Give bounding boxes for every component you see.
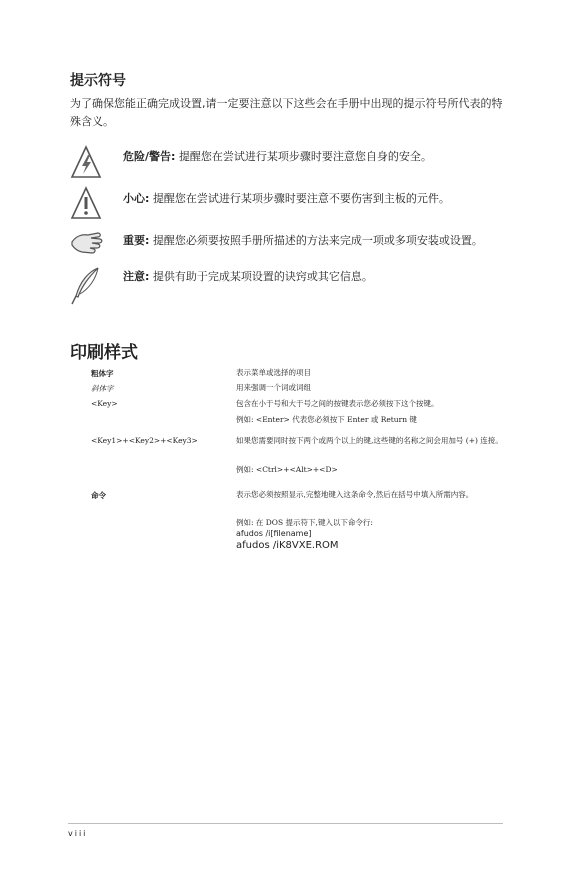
section-title-notices: 提示符号 [70,73,126,89]
caution-exclamation-icon [70,186,102,218]
typo-command-line-1: afudos /i[filename] [236,529,312,538]
typo-desc-italic: 用来强调一个词或词组 [236,383,311,392]
typo-term-italic: 斜体字 [91,384,114,393]
notice-note [123,270,373,284]
typo-term-command: 命令 [91,491,106,500]
typo-desc-key: 包含在小于号和大于号之间的按键表示您必须按下这个按键。 [236,399,439,408]
note-feather-icon [70,266,102,298]
typo-desc-keycombo: 如果您需要同时按下两个或两个以上的键,这些键的名称之间会用加号 (+) 连接。 [236,436,503,445]
notice-caution-text: 提醒您在尝试进行某项步骤时要注意不要伤害到主板的元件。 [149,192,450,205]
typo-desc-command: 表示您必须按照显示,完整地键入这条命令,然后在括号中填入所需内容。 [236,490,474,499]
notice-note-term: 注意: [123,270,150,283]
typo-desc-bold: 表示菜单或选择的项目 [236,368,311,377]
footer-rule [68,823,503,824]
important-hand-icon [70,228,102,260]
typo-term-key: <Key> [91,399,118,408]
notice-important-text: 提醒您必须要按照手册所描述的方法来完成一项或多项安装或设置。 [149,234,483,247]
notice-note-text: 提供有助于完成某项设置的诀窍或其它信息。 [149,270,373,283]
notice-caution [123,192,450,206]
typo-command-line-2: afudos /iK8VXE.ROM [236,540,339,551]
typo-example-key: 例如: <Enter> 代表您必须按下 Enter 或 Return 键 [236,415,417,424]
notice-danger-term: 危险/警告: [123,150,176,163]
notice-danger [123,150,432,164]
notice-important-term: 重要: [123,234,150,247]
notices-intro: 为了确保您能正确完成设置,请一定要注意以下这些会在手册中出现的提示符号所代表的特殊含义。 [70,97,503,128]
notice-important [123,234,483,248]
typo-example-command: 例如: 在 DOS 提示符下,键入以下命令行: [236,518,373,527]
page-number: viii [68,829,88,838]
typo-example-keycombo: 例如: <Ctrl>+<Alt>+<D> [236,465,338,474]
typo-term-bold: 粗体字 [91,369,114,378]
typo-term-keycombo: <Key1>+<Key2>+<Key3> [91,436,198,445]
danger-lightning-icon [70,145,102,177]
section-title-typography: 印刷样式 [70,343,138,363]
notice-caution-term: 小心: [123,192,150,205]
notice-danger-text: 提醒您在尝试进行某项步骤时要注意您自身的安全。 [175,150,432,163]
